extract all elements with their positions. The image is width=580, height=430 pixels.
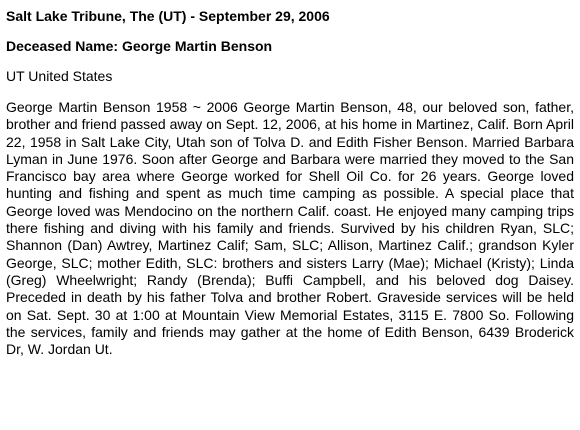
location-line: UT United States [6,68,113,84]
obituary-body: George Martin Benson 1958 ~ 2006 George Martin Benson, 48, our beloved son, father, brother and friend passed away on Sept. 12, 2006, at his home in Martinez, Calif. Born April 22, 1958 in Salt Lake City, Utah son of Tolva D. and Edith Fisher Benson. Married Barbara Lyman in June 1976. Soon after George and Barbara were married they moved to the San Francisco bay area where George worked for Shell Oil Co. for 26 years. George loved hunting and fishing and spent as much time camping as possible. A special place that George loved was Mendocino on the northern Calif. coast. He enjoyed many camping trips there fishing and diving with his family and friends. Survived by his children Ryan, SLC; Shannon (Dan) Awtrey, Martinez Calif; Sam, SLC; Allison, Martinez Calif.; grandson Kyler George, SLC; mother Edith, SLC: brothers and sisters Larry (Mae); Michael (Kristy); Linda (Greg) Wheelwright; Randy (Brenda); Buffi Campbell, and his beloved dog Daisey. Preceded in death by his father Tolva and brother Robert. Graveside services will be held on Sat. Sept. 30 at 1:00 at Mountain View Memorial Estates, 3115 E. 7800 So. Following the services, family and friends may gather at the home of Edith Benson, 6439 Broderick Dr, W. Jordan Ut. [6,99,574,358]
newspaper-headline: Salt Lake Tribune, The (UT) - September 29, 2006 [6,8,330,24]
deceased-name: Deceased Name: George Martin Benson [6,38,273,54]
